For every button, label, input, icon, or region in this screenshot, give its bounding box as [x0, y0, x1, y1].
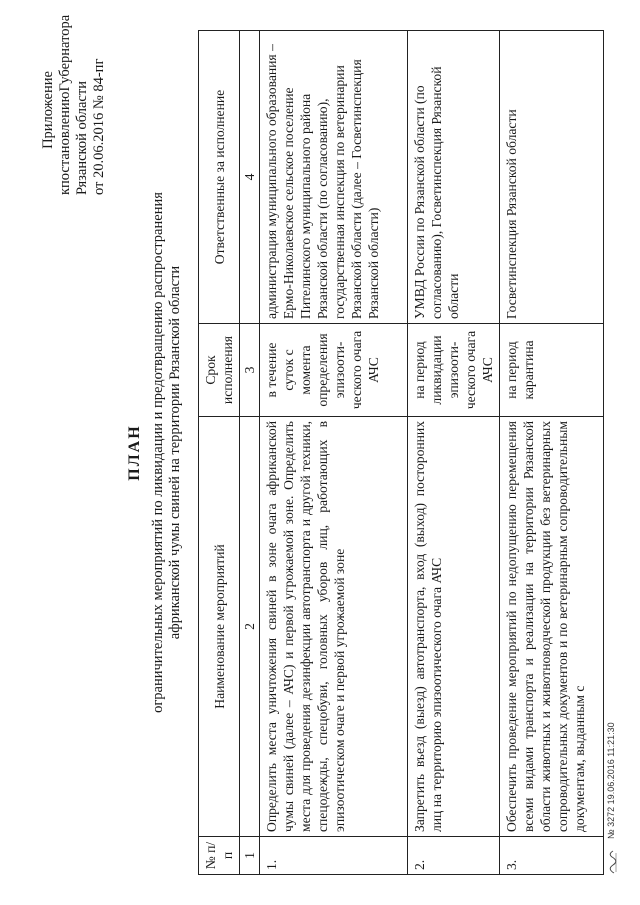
column-number: 2 [240, 417, 260, 837]
plan-heading: ПЛАН [126, 424, 143, 481]
row-term: в течение суток с момента определения эпизооти-ческого очага АЧС [260, 324, 408, 417]
row-measure: Определить места уничтожения свиней в зоне очага африканской чумы свиней (далее – АЧС) и первой угрожаемой зоне. Определить места для проведения дезинфекции автотранспорта и другой техники, спецодежды, спецобуви, головных уборов лиц, работающих в эпизоотическом очаге и первой угрожаемой зоне [260, 417, 408, 837]
appendix-title: Приложение [40, 71, 56, 149]
row-responsible: УМВД России по Рязанской области (по согласованию), Госветинспекция Рязанской области [408, 31, 500, 324]
row-num: 3. [500, 837, 604, 875]
appendix-ref-line [57, 14, 74, 195]
table-row [500, 31, 604, 875]
column-number: 4 [240, 31, 260, 324]
column-number-row [240, 31, 260, 875]
header-measure: Наименование мероприятий [199, 417, 240, 837]
table-row [260, 31, 408, 875]
column-number: 3 [240, 324, 260, 417]
table-row [408, 31, 500, 875]
document-footer [604, 722, 618, 875]
appendix-word-decree: постановлению [57, 91, 73, 188]
row-responsible: Госветинспекция Рязанской области [500, 31, 604, 324]
row-term: на период ликвидации эпизооти-ческого очага АЧС [408, 324, 500, 417]
row-measure: Запретить въезд (выезд) автотранспорта, вход (выход) посторонних лиц на территорию эпизоотического очага АЧС [408, 417, 500, 837]
appendix-word-k: к [57, 187, 73, 195]
row-measure: Обеспечить проведение мероприятий по недопущению перемещения всеми видами транспорта и реализации на территории Рязанской области животных и животноводческой продукции без ветеринарных сопроводительных документов и по ветеринарным сопроводительным документам, выданным с [500, 417, 604, 837]
table-header-row [199, 31, 240, 875]
column-number: 1 [240, 837, 260, 875]
footer-doc-reference: № 3272 19.06.2016 11:21:30 [606, 722, 616, 839]
document-title [126, 30, 184, 875]
row-term: на период карантина [500, 324, 604, 417]
header-responsible: Ответственные за исполнение [199, 31, 240, 324]
appendix-date-number: от 20.06.2016 № 84-пг [91, 58, 107, 195]
registration-mark-icon [604, 849, 618, 875]
appendix-block [40, 14, 108, 195]
plan-subtitle-line1: ограничительных мероприятий по ликвидации и предотвращению распространения [150, 192, 166, 713]
row-num: 2. [408, 837, 500, 875]
plan-subtitle-line2: африканской чумы свиней на территории Рязанской области [167, 265, 183, 640]
header-num: № п/п [199, 837, 240, 875]
appendix-word-governor: Губернатора [57, 14, 73, 92]
appendix-region: Рязанской области [74, 81, 90, 195]
row-num: 1. [260, 837, 408, 875]
header-term: Срок исполнения [199, 324, 240, 417]
measures-table [198, 30, 604, 875]
row-responsible: администрация муниципального образования – Ермо-Николаевское сельское поселение Пителинского муниципального района Рязанской области (по согласованию), государственная инспекция по ветеринарии Рязанской области (далее – Госветинспекция Рязанской области) [260, 31, 408, 324]
